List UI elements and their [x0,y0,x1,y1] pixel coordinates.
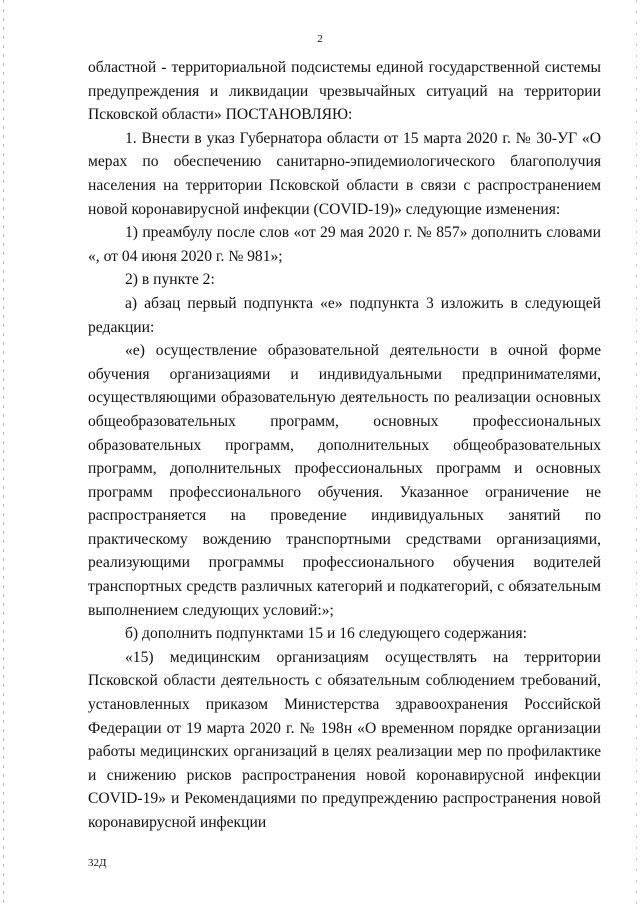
document-body [88,56,601,835]
page-number: 2 [317,33,323,45]
paragraph-4: 2) в пункте 2: [125,271,215,289]
paragraph-6: «е) осуществление образовательной деятельности в очной форме обучения организациями и индивидуальными предпринимателями, осуществляющими образовательную деятельность по реализации основных общеобразовательных программ, основных профессиональных образовательных программ, дополнительных общеобразовательных программ, дополнительных профессиональных программ и основных программ профессионального обучения. Указанное ограничение не распространяется на проведение индивидуальных занятий по практическому вождению транспортными средствами организациями, реализующими программы профессионального обучения водителей транспортных средств различных категорий и подкатегорий, с обязательным выполнением следующих условий:»; [88,342,601,619]
paragraph-8: «15) медицинским организациям осуществлять на территории Псковской области деятельность с обязательным соблюдением требований, установленных приказом Министерства здравоохранения Российской Федерации от 19 марта 2020 г. № 198н «О временном порядке организации работы медицинских организаций в целях реализации мер по профилактике и снижению рисков распространения новой коронавирусной инфекции COVID-19» и Рекомендациями по предупреждению распространения новой коронавирусной инфекции [88,648,601,831]
scan-right-edge [636,0,637,905]
footer-code: 32Д [88,857,107,869]
paragraph-2: 1. Внести в указ Губернатора области от 15 марта 2020 г. № 30-УГ «О мерах по обеспечению санитарно-эпидемиологического благополучия населения на территории Псковской области в связи с распространением новой коронавирусной инфекции (COVID-19)» следующие изменения: [88,129,601,218]
paragraph-5: а) абзац первый подпункта «е» подпункта 3 изложить в следующей редакции: [88,294,601,336]
scan-left-edge [3,0,4,905]
paragraph-1: областной - территориальной подсистемы единой государственной системы предупреждения и ликвидации чрезвычайных ситуаций на территории Псковской области» ПОСТАНОВЛЯЮ: [88,59,601,124]
paragraph-7: б) дополнить подпунктами 15 и 16 следующего содержания: [125,625,527,643]
paragraph-3: 1) преамбулу после слов «от 29 мая 2020 г. № 857» дополнить словами «, от 04 июня 2020 г. № 981»; [88,224,601,265]
